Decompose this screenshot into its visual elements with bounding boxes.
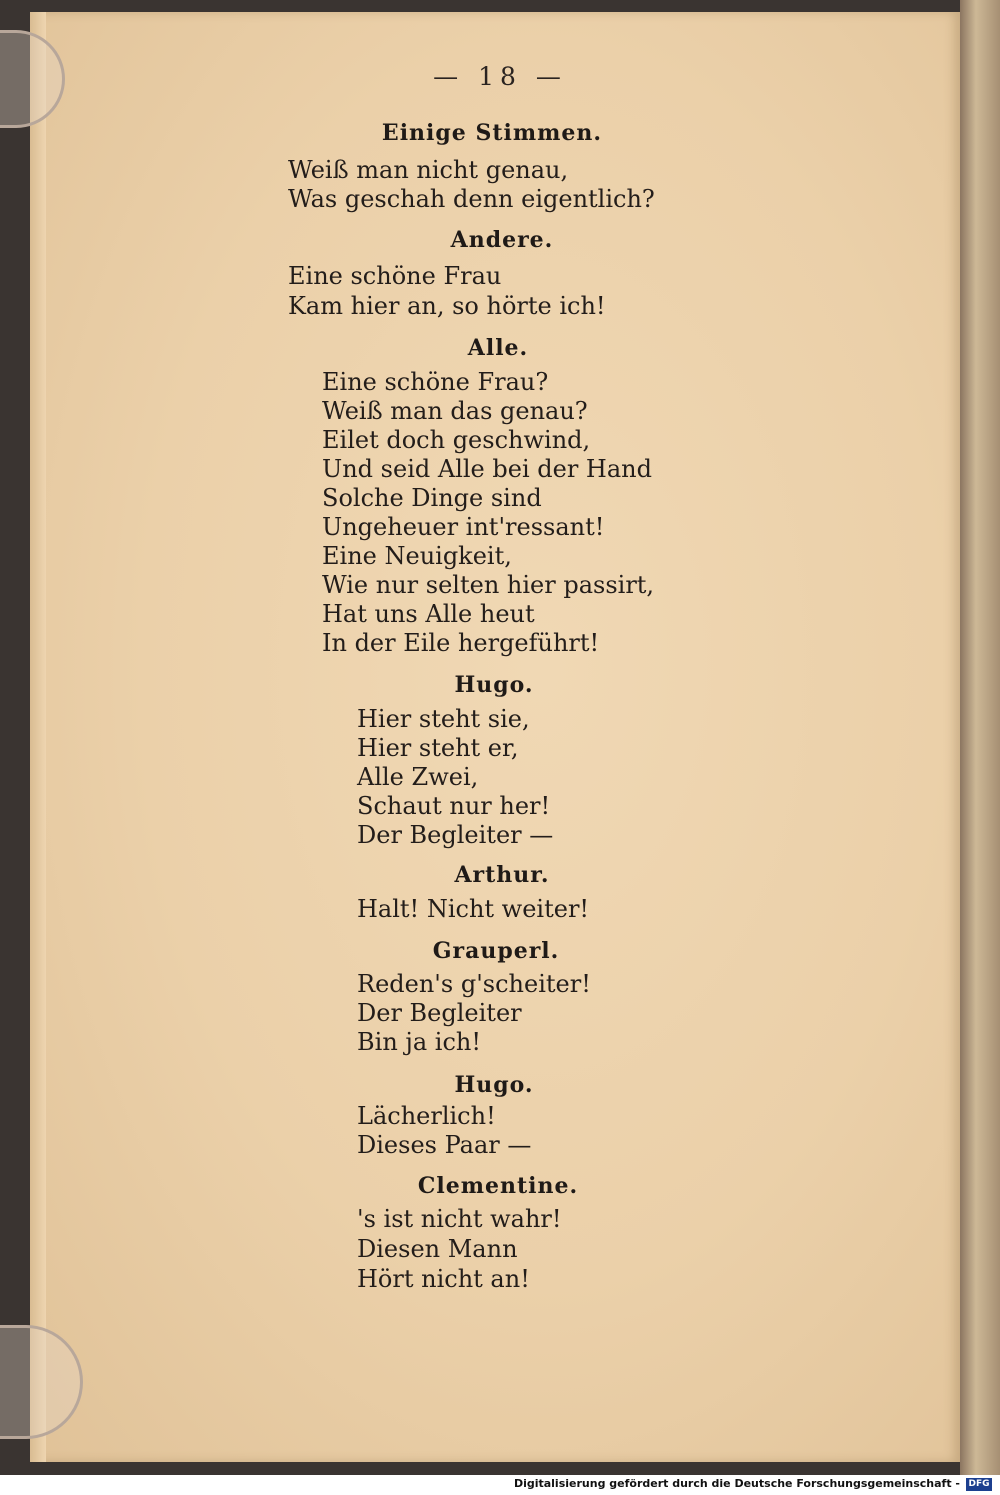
speaker-heading: Grauperl. — [432, 938, 560, 964]
verse-line: Reden's g'scheiter! — [357, 970, 591, 998]
verse-line: Hört nicht an! — [357, 1265, 530, 1293]
verse-line: Der Begleiter — [357, 999, 522, 1027]
footer-bar — [0, 1475, 1000, 1495]
verse-line: Dieses Paar — — [357, 1131, 532, 1159]
speaker-heading: Andere. — [450, 227, 554, 253]
page-edge — [960, 0, 1000, 1475]
verse-line: Schaut nur her! — [357, 792, 551, 820]
verse-line: Bin ja ich! — [357, 1028, 481, 1056]
dfg-logo-icon: DFG — [966, 1478, 992, 1491]
verse-line: Eine schöne Frau — [288, 262, 502, 290]
verse-line: Halt! Nicht weiter! — [357, 895, 590, 923]
verse-line: Alle Zwei, — [357, 763, 479, 791]
speaker-heading: Einige Stimmen. — [381, 120, 603, 146]
verse-line: Hier steht er, — [357, 734, 519, 762]
verse-line: Weiß man das genau? — [322, 397, 588, 425]
verse-line: Und seid Alle bei der Hand — [322, 455, 652, 483]
page-number: — 18 — — [433, 62, 567, 91]
verse-line: Der Begleiter — — [357, 821, 554, 849]
verse-line: Hier steht sie, — [357, 705, 530, 733]
verse-line: Kam hier an, so hörte ich! — [288, 292, 606, 320]
speaker-heading: Hugo. — [454, 1072, 534, 1098]
verse-line: Ungeheuer int'ressant! — [322, 513, 605, 541]
speaker-heading: Alle. — [467, 335, 529, 361]
verse-line: Lächerlich! — [357, 1102, 496, 1130]
verse-line: Was geschah denn eigentlich? — [288, 185, 655, 213]
verse-line: Hat uns Alle heut — [322, 600, 535, 628]
verse-line: Eilet doch geschwind, — [322, 426, 591, 454]
verse-line: Eine Neuigkeit, — [322, 542, 512, 570]
verse-line: Wie nur selten hier passirt, — [322, 571, 655, 599]
verse-line: Weiß man nicht genau, — [288, 156, 569, 184]
verse-line: 's ist nicht wahr! — [357, 1205, 562, 1233]
speaker-heading: Hugo. — [454, 672, 534, 698]
speaker-heading: Arthur. — [454, 862, 550, 888]
verse-line: Solche Dinge sind — [322, 484, 542, 512]
verse-line: Eine schöne Frau? — [322, 368, 549, 396]
speaker-heading: Clementine. — [417, 1173, 579, 1199]
verse-line: Diesen Mann — [357, 1235, 518, 1263]
footer-credit: Digitalisierung gefördert durch die Deutsche Forschungsgemeinschaft - — [513, 1477, 960, 1490]
verse-line: In der Eile hergeführt! — [322, 629, 600, 657]
